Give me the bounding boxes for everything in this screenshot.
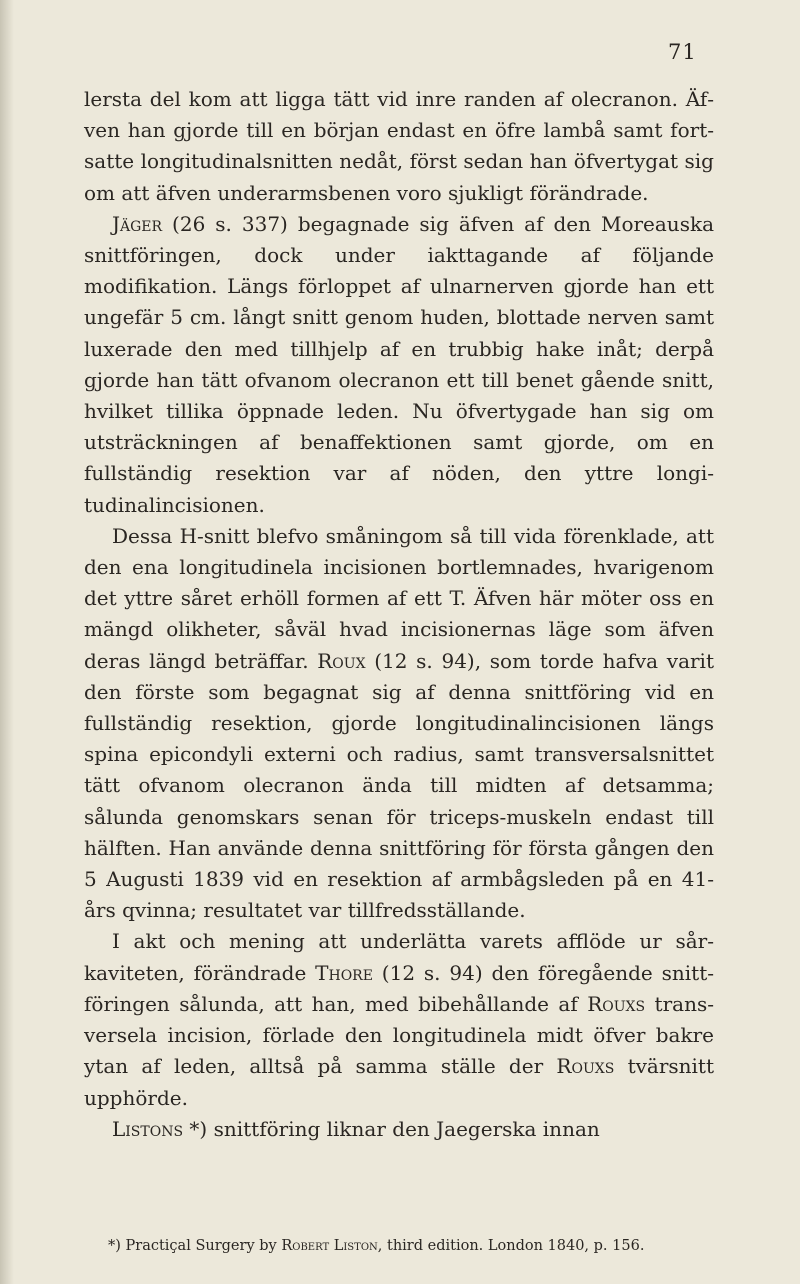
author-name: Roux [317,648,366,673]
page-number: 71 [668,40,697,64]
text-run: (12 s. 94) den föregående snittföringen sålunda, att han, med bibehållande af [84,960,714,1016]
author-name: Robert Liston [281,1238,378,1254]
paragraph-2 [84,209,714,521]
body-text [84,84,714,1145]
paragraph-4 [84,926,714,1113]
text-run: Dessa H-snitt blefvo småningom så till vida förenklade, att den ena longitudinela incisionen bortlemnades, hvarigenom det yttre såret erhöll formen af ett T. Äfven här möter oss en mängd olikheter, såväl hvad incisionernas läge som äfven deras längd beträffar. [84,523,714,673]
author-name: Rouxs [556,1054,615,1079]
text-run: lersta del kom att ligga tätt vid inre randen af olecranon. Äfven han gjorde till en början endast en öfre lambå samt fortsatte longitudinalsnitten nedåt, först sedan han öfvertygat sig om att äfven underarmsbenen voro sjukligt förändrade. [84,87,714,205]
text-run: transversela incision, förlade den longitudinela midt öfver bakre ytan af leden, alltså på samma ställe der [84,991,714,1079]
footnote-text [84,1236,714,1256]
paragraph-3 [84,521,714,927]
text-run: (26 s. 337) begagnade sig äfven af den Moreauska snittföringen, dock under iakttagande af följande modifikation. Längs förloppet af ulnarnerven gjorde han ett ungefär 5 cm. långt snitt genom huden, blottade nerven samt luxerade den med tillhjelp af en trubbig hake inåt; derpå gjorde han tätt ofvanom olecranon ett till benet gående snitt, hvilket tillika öppnade leden. Nu öfvertygade han sig om utsträckningen af benaffektionen samt gjorde, om en fullständig resektion var af nöden, den yttre longitudinalincisionen. [84,211,714,517]
author-name: Listons [112,1116,184,1141]
text-run: I akt och mening att underlätta varets afflöde ur sårkaviteten, förändrade [84,929,714,985]
author-name: Thore [315,960,373,985]
text-run: (12 s. 94), som torde hafva varit den förste som begagnat sig af denna snittföring vid en fullständig resektion, gjorde longitudinalincisionen längs spina epicondyli externi och radius, samt transversalsnittet tätt ofvanom olecranon ända till midten af detsamma; sålunda genomskars senan för triceps-muskeln endast till hälften. Han använde denna snittföring för första gången den 5 Augusti 1839 vid en resektion af armbågsleden på en 41-års qvinna; resultatet var tillfredsställande. [84,648,714,923]
author-name: Rouxs [587,991,646,1016]
text-run: *) Practiçal Surgery by [108,1238,282,1254]
footnote [84,1236,714,1256]
text-run: , third edition. London 1840, p. 156. [377,1238,645,1254]
author-name: Jäger [112,211,163,236]
paragraph-5 [84,1114,714,1145]
text-run: *) snittföring liknar den Jaegerska innan [183,1116,600,1141]
paragraph-1 [84,84,714,209]
page-edge-shadow [0,0,14,1284]
text-run: tvärsnitt upphörde. [84,1054,715,1110]
